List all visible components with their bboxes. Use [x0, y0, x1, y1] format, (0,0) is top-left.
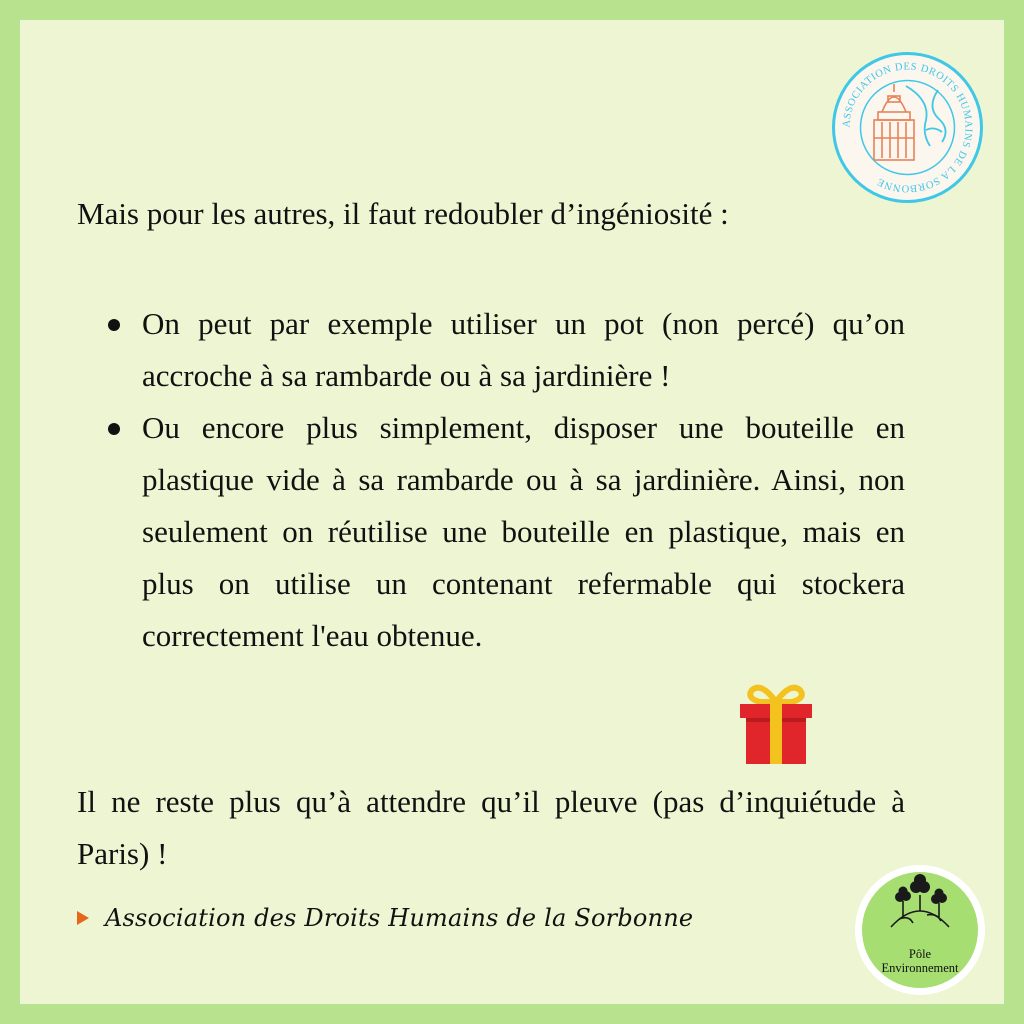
footer-text: Association des Droits Humains de la Sorbonne: [105, 904, 694, 932]
footer: [77, 904, 693, 932]
badge-line-2: Environnement: [881, 961, 959, 975]
bullet-icon: [108, 423, 120, 435]
bullet-text: Ou encore plus simplement, disposer une bouteille en plastique vide à sa rambarde ou à sa jardinière. Ainsi, non seulement on réutilise une bouteille en plastique, mais en plus on utilise un contenant refermable qui stockera correctement l'eau obtenue.: [142, 410, 905, 653]
list-item: [102, 298, 905, 402]
arrow-right-icon: [77, 911, 89, 925]
badge-line-1: Pôle: [908, 947, 932, 961]
association-logo-icon: [830, 50, 985, 205]
outro-text: Il ne reste plus qu’à attendre qu’il pleuve (pas d’inquiétude à Paris) !: [77, 784, 905, 871]
tree-globe-icon: [883, 865, 957, 945]
logo-ring-text: ASSOCIATION DES DROITS HUMAINS DE LA SORBONNE: [841, 61, 974, 194]
bullet-text: On peut par exemple utiliser un pot (non percé) qu’on accroche à sa rambarde ou à sa jardinière !: [142, 306, 905, 393]
list-item: [102, 402, 905, 662]
intro-text: Mais pour les autres, il faut redoubler d’ingéniosité :: [77, 196, 729, 231]
pole-environnement-badge: [855, 865, 985, 995]
bullet-icon: [108, 319, 120, 331]
gift-icon: [738, 680, 814, 766]
badge-label: [855, 947, 985, 975]
bullet-list: [102, 298, 905, 662]
